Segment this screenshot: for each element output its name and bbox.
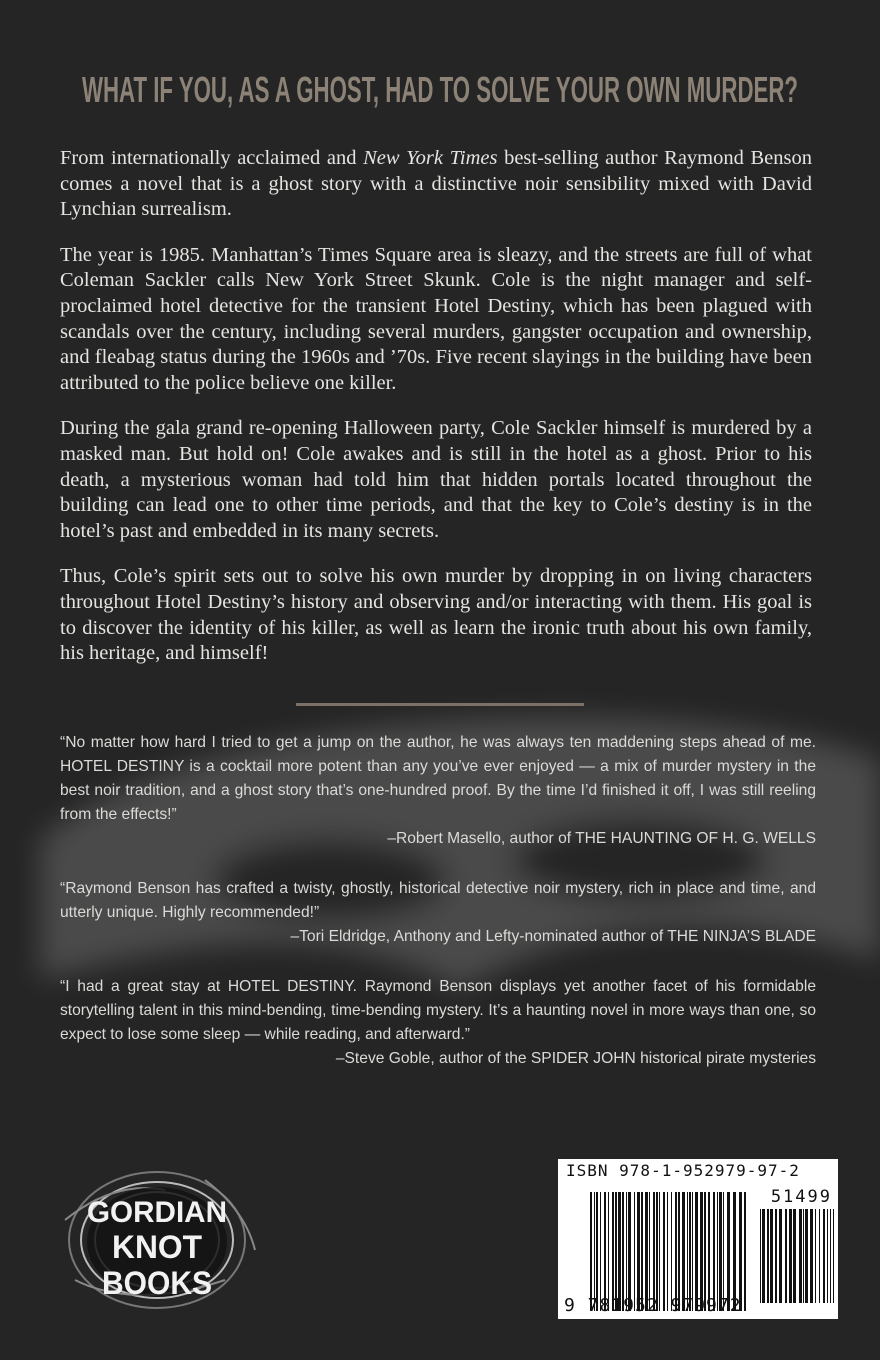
barcode-bar — [682, 1192, 685, 1311]
barcode-bar — [687, 1192, 688, 1311]
barcode-bar — [649, 1192, 650, 1311]
barcode-bar — [671, 1192, 672, 1311]
barcode-bar — [799, 1209, 802, 1303]
barcode-bar — [612, 1192, 614, 1311]
barcode-bar — [713, 1192, 715, 1311]
barcode-bar — [803, 1209, 804, 1303]
barcode-bar — [641, 1192, 643, 1311]
barcode-bar — [719, 1192, 722, 1311]
barcode-bar — [830, 1209, 831, 1303]
barcode-bar — [823, 1209, 825, 1303]
barcode-bar — [618, 1192, 621, 1311]
quote-attribution: –Tori Eldridge, Anthony and Lefty-nominated author of THE NINJA’S BLADE — [290, 928, 816, 945]
logo-text-books: BOOKS — [102, 1265, 212, 1301]
barcode-bar — [626, 1192, 627, 1311]
barcode-bar — [615, 1192, 617, 1311]
publisher-logo — [55, 1160, 260, 1320]
barcode-bar — [760, 1209, 761, 1303]
blurb-text: From internationally acclaimed and — [60, 147, 364, 169]
barcode-bar — [675, 1192, 677, 1311]
barcode-bar — [833, 1209, 834, 1303]
barcode-bar — [692, 1192, 693, 1311]
barcode-bar — [689, 1192, 691, 1311]
blurb-paragraph-2: The year is 1985. Manhattan’s Times Square area is sleazy, and the streets are full of what Coleman Sackler calls New York Street Skunk. Cole is the night manager and self-proclaimed hotel detective for the transient Hotel Destiny, which has been plagued with scandals over the century, including several murders, gangster occupation and ownership, and fleabag status during the 1960s and ’70s. Five recent slayings in the building have been attributed to the police believe one killer. — [60, 243, 812, 394]
quote-attribution: –Steve Goble, author of the SPIDER JOHN historical pirate mysteries — [335, 1050, 816, 1067]
barcode-bar — [667, 1192, 668, 1311]
quote-text: “Raymond Benson has crafted a twisty, ghostly, historical detective noir mystery, rich in place and time, and utterly unique. Highly recommended!” — [60, 880, 816, 921]
barcode-bar — [815, 1209, 816, 1303]
barcode-bar — [708, 1192, 710, 1311]
barcode-bar — [596, 1192, 598, 1311]
barcode-bar — [645, 1192, 648, 1311]
headline-text: WHAT IF YOU, AS A GHOST, HAD TO SOLVE YOUR OWN MURDER? — [82, 69, 798, 110]
logo-text-gordian: GORDIAN — [87, 1196, 227, 1229]
barcode-bar — [590, 1192, 592, 1311]
barcode-bar — [805, 1209, 808, 1303]
blurb-paragraph-4: Thus, Cole’s spirit sets out to solve his own murder by dropping in on living characters throughout Hotel Destiny’s history and observing and/or interacting with them. His goal is to discover the identity of his killer, as well as learn the ironic truth about his own family, his heritage, and himself! — [60, 565, 812, 665]
quote-text: “I had a great stay at HOTEL DESTINY. Raymond Benson displays yet another facet of his formidable storytelling talent in this mind-bending, time-bending mystery. It’s a haunting novel in more ways than one, so expect to lose some sleep — while reading, and afterward.” — [60, 978, 816, 1043]
barcode-bar — [622, 1192, 624, 1311]
barcode-bar — [723, 1192, 724, 1311]
barcode-bar — [785, 1209, 787, 1303]
barcode-bar — [767, 1209, 769, 1303]
ean-digits: 9 781952 979972 — [564, 1295, 742, 1316]
logo-text-knot: KNOT — [112, 1229, 203, 1265]
review-quotes — [60, 731, 816, 1097]
price-code: 51499 — [770, 1187, 832, 1207]
blurb-text: best-selling author Raymond Benson comes a novel that is a ghost story with a distinctive noir sensibility mixed with David Lynchian surrealism. — [60, 147, 812, 221]
headline-graphic — [82, 66, 798, 110]
barcode-bar — [770, 1209, 773, 1303]
barcode-bar — [810, 1209, 813, 1303]
quote-attribution: –Robert Masello, author of THE HAUNTING OF H. G. WELLS — [387, 830, 816, 847]
barcode-bar — [700, 1192, 703, 1311]
barcode-bar — [793, 1209, 796, 1303]
barcode-bar — [704, 1192, 706, 1311]
blurb-italic-title: New York Times — [363, 147, 498, 169]
barcode-bar — [604, 1192, 606, 1311]
blurb-paragraph-1 — [60, 146, 812, 223]
review-quote — [60, 975, 816, 1071]
barcode-bar — [628, 1192, 631, 1311]
barcode-bar — [819, 1209, 820, 1303]
barcode-bar — [656, 1192, 658, 1311]
barcode-bar — [663, 1192, 665, 1311]
barcode-bar — [727, 1192, 730, 1311]
barcode-bar — [717, 1192, 718, 1311]
barcode-bar — [634, 1192, 635, 1311]
barcode-bar — [779, 1209, 782, 1303]
isbn-text: ISBN 978-1-952979-97-2 — [566, 1161, 800, 1180]
blurb — [60, 146, 812, 687]
barcode-bar — [594, 1192, 595, 1311]
blurb-paragraph-3: During the gala grand re-opening Halloween party, Cole Sackler himself is murdered by a masked man. But hold on! Cole awakes and is still in the hotel as a ghost. Prior to his death, a mysterious woman had told him that hidden portals located throughout the building can lead one to other time periods, and that the key to Cole’s destiny is in the hotel’s past and embedded in its many secrets. — [60, 417, 812, 542]
headline — [82, 66, 798, 110]
review-quote — [60, 731, 816, 851]
barcode-bar — [659, 1192, 660, 1311]
barcode-bar — [678, 1192, 680, 1311]
quote-text: “No matter how hard I tried to get a jump on the author, he was always ten maddening steps ahead of me. HOTEL DESTINY is a cocktail more potent than any you’ve ever enjoyed — a mix of murder mystery in the best noir tradition, and a ghost story that’s one-hundred proof. By the time I’d finished it off, I was still reeling from the effects!” — [60, 734, 816, 823]
barcode-bar — [695, 1192, 698, 1311]
barcode-bar — [775, 1209, 777, 1303]
barcode-bar — [762, 1209, 765, 1303]
barcode-bar — [653, 1192, 655, 1311]
barcode-bar — [733, 1192, 736, 1311]
barcode-bar — [827, 1209, 828, 1303]
barcode-bar — [744, 1192, 746, 1311]
barcode-bar — [600, 1192, 601, 1311]
barcode-bar — [637, 1192, 640, 1311]
review-quote — [60, 877, 816, 949]
divider — [296, 703, 584, 706]
barcode-bar — [789, 1209, 792, 1303]
isbn-barcode — [558, 1159, 838, 1319]
barcode-bar — [739, 1192, 742, 1311]
barcode-bar — [608, 1192, 609, 1311]
